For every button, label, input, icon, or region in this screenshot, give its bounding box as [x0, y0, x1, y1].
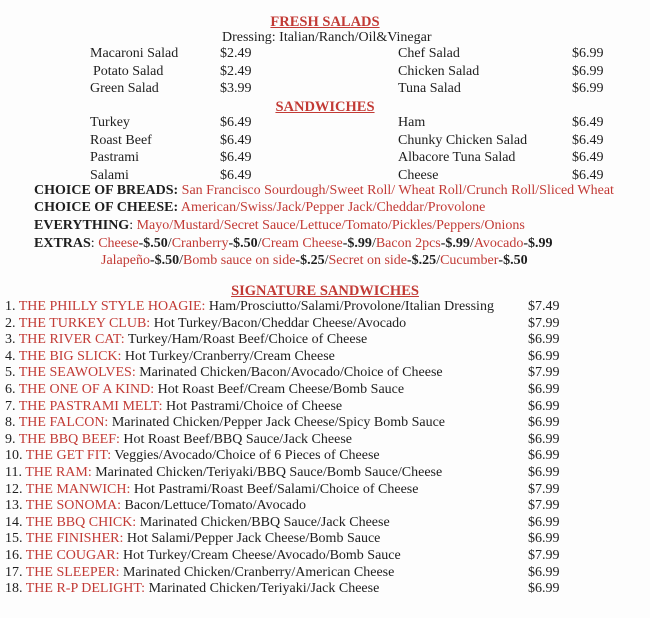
- item-name: Albacore Tuna Salad: [398, 150, 516, 165]
- item-price: $6.49: [220, 150, 252, 165]
- item-description: Hot Pastrami/Roast Beef/Salami/Choice of Cheese: [133, 481, 419, 497]
- extra-name: Bomb sauce on side: [183, 253, 296, 268]
- sandwiches-heading: SANDWICHES: [275, 99, 375, 115]
- item-description: Veggies/Avocado/Choice of 6 Pieces of Cheese: [114, 448, 380, 464]
- item-price: $6.99: [528, 448, 560, 464]
- fresh-salads-heading: FRESH SALADS: [270, 14, 380, 30]
- signature-item: [5, 565, 645, 582]
- item-price: $6.49: [220, 115, 252, 130]
- item-price: $2.49: [220, 46, 252, 61]
- item-price: $6.99: [572, 81, 604, 96]
- signature-item: [5, 515, 645, 532]
- extra-price: -$.50: [138, 236, 168, 251]
- item-price: $2.49: [220, 63, 252, 79]
- signature-item: [5, 581, 645, 598]
- item-name: THE BIG SLICK:: [18, 348, 122, 364]
- item-description: Hot Turkey/Cream Cheese/Avocado/Bomb Sauce: [122, 547, 401, 563]
- item-name: THE R-P DELIGHT:: [25, 581, 146, 597]
- item-number: 10.: [5, 448, 23, 464]
- item-description: Hot Turkey/Cranberry/Cream Cheese: [124, 348, 335, 364]
- item-description: Marinated Chicken/Pepper Jack Cheese/Spicy Bomb Sauce: [111, 415, 446, 431]
- signature-item: [5, 349, 645, 366]
- extra-price: -$.99: [440, 236, 470, 251]
- signature-item: [5, 548, 645, 565]
- menu-row: [0, 81, 650, 99]
- salads-list: [0, 46, 650, 99]
- item-name: THE MANWICH:: [25, 481, 131, 497]
- item-number: 12.: [5, 481, 23, 497]
- extra-name: Cucumber: [440, 253, 499, 268]
- extra-price: -$.99: [342, 236, 372, 251]
- extra-price: -$.50: [498, 253, 528, 268]
- item-number: 7.: [5, 398, 16, 414]
- item-price: $7.99: [528, 365, 560, 381]
- extra-name: Secret on side: [328, 253, 408, 268]
- item-name: THE BBQ BEEF:: [18, 431, 120, 447]
- item-price: $6.99: [528, 531, 560, 547]
- item-number: 16.: [5, 547, 23, 563]
- item-description: Bacon/Lettuce/Tomato/Avocado: [124, 498, 307, 514]
- item-price: $6.49: [572, 150, 604, 165]
- signature-sandwiches-list: [5, 299, 645, 598]
- item-number: 11.: [5, 464, 22, 480]
- item-price: $6.99: [528, 431, 560, 447]
- item-name: Chunky Chicken Salad: [398, 132, 528, 148]
- sandwiches-list: [0, 115, 650, 185]
- item-price: $6.99: [528, 348, 560, 364]
- item-name: Pastrami: [90, 150, 139, 165]
- extra-price: -$.99: [523, 236, 553, 251]
- signature-item: [5, 332, 645, 349]
- item-description: Marinated Chicken/BBQ Sauce/Jack Cheese: [139, 514, 390, 530]
- item-price: $6.99: [528, 581, 560, 597]
- item-number: 17.: [5, 564, 23, 580]
- extra-name: Cranberry: [171, 236, 229, 251]
- item-price: $6.49: [220, 132, 252, 148]
- item-name: THE ONE OF A KIND:: [18, 381, 155, 397]
- signature-sandwiches-heading: SIGNATURE SANDWICHES: [231, 283, 419, 299]
- dressing-options: Dressing: Italian/Ranch/Oil&Vinegar: [222, 30, 432, 45]
- item-name: Macaroni Salad: [90, 46, 179, 61]
- item-description: Hot Roast Beef/Cream Cheese/Bomb Sauce: [157, 381, 405, 397]
- item-number: 4.: [5, 348, 16, 364]
- extra-price: -$.25: [295, 253, 325, 268]
- item-price: $7.99: [528, 481, 560, 497]
- extras-line-2: Jalapeño-$.50/Bomb sauce on side-$.25/Secret on side-$.25/Cucumber-$.50: [101, 253, 528, 268]
- item-price: $6.49: [220, 167, 252, 183]
- extra-price: -$.50: [228, 236, 258, 251]
- item-price: $6.99: [528, 332, 560, 348]
- item-price: $6.49: [572, 132, 604, 148]
- item-name: Roast Beef: [90, 132, 152, 148]
- item-price: $6.99: [528, 381, 560, 397]
- item-number: 9.: [5, 431, 16, 447]
- extra-name: Cream Cheese: [261, 236, 343, 251]
- item-number: 6.: [5, 381, 16, 397]
- menu-row: [0, 64, 650, 82]
- item-name: Turkey: [90, 115, 130, 130]
- everything-options: EVERYTHING: Mayo/Mustard/Secret Sauce/Lettuce/Tomato/Pickles/Peppers/Onions: [34, 218, 525, 233]
- menu-row: [0, 133, 650, 151]
- menu-row: [0, 150, 650, 168]
- item-name: Tuna Salad: [398, 81, 461, 96]
- item-name: THE TURKEY CLUB:: [18, 315, 151, 331]
- item-number: 3.: [5, 332, 16, 348]
- item-price: $7.99: [528, 315, 560, 331]
- item-description: Hot Salami/Pepper Jack Cheese/Bomb Sauce: [126, 531, 381, 547]
- item-price: $6.99: [528, 464, 560, 480]
- signature-item: [5, 299, 645, 316]
- extras-line-1: EXTRAS: Cheese-$.50/Cranberry-$.50/Cream Cheese-$.99/Bacon 2pcs-$.99/Avocado-$.99: [34, 236, 553, 251]
- item-number: 18.: [5, 581, 23, 597]
- signature-item: [5, 498, 645, 515]
- item-name: THE GET FIT:: [25, 448, 112, 464]
- extra-price: -$.50: [149, 253, 180, 268]
- signature-item: [5, 432, 645, 449]
- item-name: THE SONOMA:: [25, 498, 122, 514]
- item-name: Chicken Salad: [398, 63, 480, 79]
- signature-item: [5, 482, 645, 499]
- item-number: 5.: [5, 365, 16, 381]
- item-name: THE RIVER CAT:: [18, 332, 125, 348]
- item-price: $6.99: [572, 46, 604, 61]
- signature-item: [5, 316, 645, 333]
- item-name: THE FINISHER:: [25, 531, 124, 547]
- item-name: THE BBQ CHICK:: [25, 514, 137, 530]
- item-name: Green Salad: [90, 81, 159, 96]
- item-name: THE COUGAR:: [25, 547, 120, 563]
- choice-of-cheese: CHOICE OF CHEESE: American/Swiss/Jack/Pepper Jack/Cheddar/Provolone: [34, 200, 486, 215]
- signature-item: [5, 365, 645, 382]
- item-name: Potato Salad: [93, 63, 164, 79]
- signature-item: [5, 465, 645, 482]
- item-name: THE PHILLY STYLE HOAGIE:: [18, 299, 206, 314]
- item-price: $6.99: [572, 63, 604, 79]
- item-description: Hot Roast Beef/BBQ Sauce/Jack Cheese: [123, 431, 352, 447]
- item-name: THE FALCON:: [18, 415, 109, 431]
- item-name: Chef Salad: [398, 46, 460, 61]
- item-name: THE RAM:: [25, 464, 92, 480]
- menu-row: [0, 115, 650, 133]
- item-description: Turkey/Ham/Roast Beef/Choice of Cheese: [127, 332, 368, 348]
- signature-item: [5, 415, 645, 432]
- signature-item: [5, 382, 645, 399]
- item-description: Ham/Prosciutto/Salami/Provolone/Italian Dressing: [208, 299, 494, 314]
- item-number: 15.: [5, 531, 23, 547]
- signature-item: [5, 531, 645, 548]
- item-name: Ham: [398, 115, 426, 130]
- item-description: Hot Turkey/Bacon/Cheddar Cheese/Avocado: [153, 315, 407, 331]
- item-price: $6.49: [572, 167, 604, 183]
- extra-price: -$.25: [407, 253, 437, 268]
- item-name: Salami: [90, 167, 129, 183]
- extra-name: Avocado: [473, 236, 524, 251]
- item-number: 2.: [5, 315, 16, 331]
- item-price: $7.99: [528, 547, 560, 563]
- item-price: $7.49: [528, 299, 560, 314]
- menu-row: [0, 46, 650, 64]
- item-number: 8.: [5, 415, 16, 431]
- item-price: $6.99: [528, 514, 560, 530]
- signature-item: [5, 399, 645, 416]
- item-description: Marinated Chicken/Teriyaki/BBQ Sauce/Bomb Sauce/Cheese: [95, 464, 443, 480]
- item-name: THE SLEEPER:: [25, 564, 120, 580]
- item-price: $7.99: [528, 498, 560, 514]
- extra-name: Jalapeño: [101, 253, 150, 268]
- item-price: $6.99: [528, 398, 560, 414]
- item-name: THE SEAWOLVES:: [18, 365, 136, 381]
- signature-item: [5, 448, 645, 465]
- extra-name: Cheese: [98, 236, 139, 251]
- extra-name: Bacon 2pcs: [375, 236, 441, 251]
- item-name: Cheese: [398, 167, 439, 183]
- item-price: $6.49: [572, 115, 604, 130]
- item-price: $3.99: [220, 81, 252, 96]
- item-price: $6.99: [528, 564, 560, 580]
- item-description: Marinated Chicken/Teriyaki/Jack Cheese: [148, 581, 380, 597]
- item-description: Marinated Chicken/Bacon/Avocado/Choice of Cheese: [139, 365, 443, 381]
- item-number: 13.: [5, 498, 23, 514]
- item-number: 1.: [5, 299, 16, 314]
- item-name: THE PASTRAMI MELT:: [18, 398, 163, 414]
- item-number: 14.: [5, 514, 23, 530]
- choice-of-breads: CHOICE OF BREADS: San Francisco Sourdough/Sweet Roll/ Wheat Roll/Crunch Roll/Sliced Wheat: [34, 183, 614, 198]
- item-description: Marinated Chicken/Cranberry/American Cheese: [122, 564, 395, 580]
- item-price: $6.99: [528, 415, 560, 431]
- item-description: Hot Pastrami/Choice of Cheese: [165, 398, 343, 414]
